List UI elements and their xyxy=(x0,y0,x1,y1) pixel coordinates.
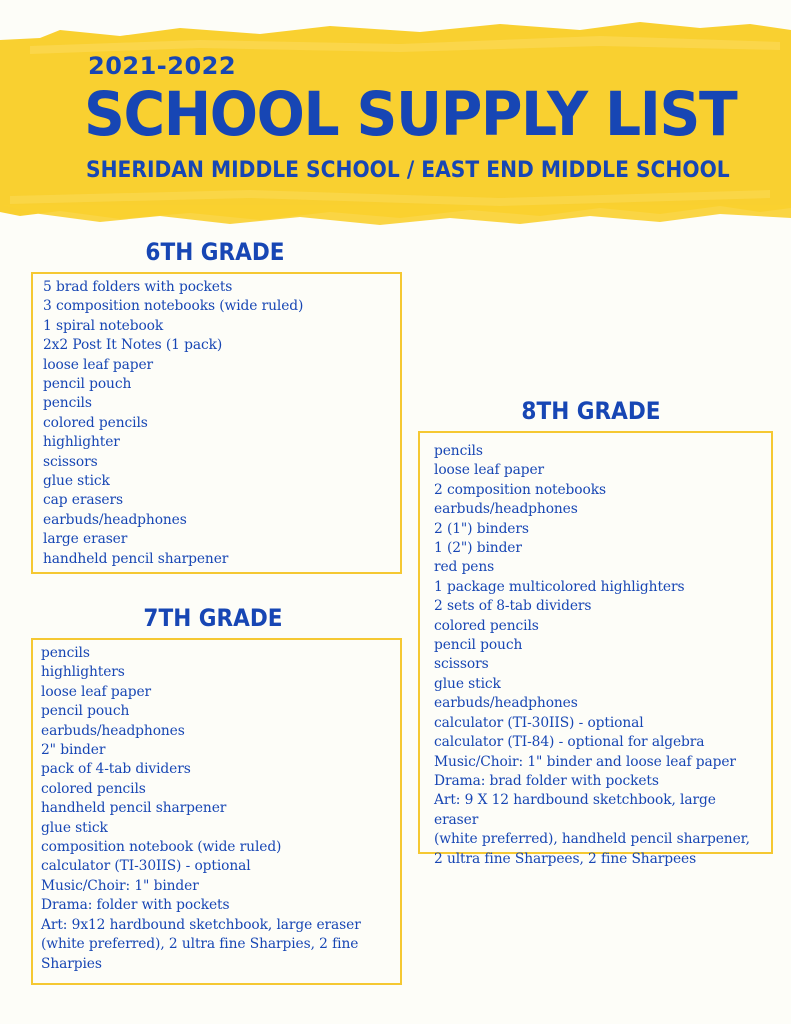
list-item: pencil pouch xyxy=(41,703,130,720)
list-item: 5 brad folders with pockets xyxy=(43,279,233,295)
list-item: highlighters xyxy=(41,664,125,681)
list-item: pencils xyxy=(434,443,483,459)
list-item: pencil pouch xyxy=(434,637,523,654)
grade-8-heading: 8TH GRADE xyxy=(521,397,661,425)
list-item: Drama: brad folder with pockets xyxy=(434,772,659,789)
list-item: 2 composition notebooks xyxy=(434,481,606,498)
list-item: loose leaf paper xyxy=(41,683,152,700)
list-item: handheld pencil sharpener xyxy=(43,550,229,567)
list-item: Art: 9 X 12 hardbound sketchbook, large eraser xyxy=(434,792,716,828)
list-item: 2 sets of 8-tab dividers xyxy=(434,598,592,615)
grade-6-list-box xyxy=(31,272,402,574)
list-item: scissors xyxy=(43,453,98,470)
list-item: colored pencils xyxy=(41,780,146,797)
list-item: earbuds/headphones xyxy=(434,501,578,518)
list-item: Sharpies xyxy=(41,955,102,972)
list-item: pencils xyxy=(41,645,90,661)
list-item: calculator (TI-84) - optional for algebra xyxy=(434,734,705,751)
list-item: pack of 4-tab dividers xyxy=(41,761,191,778)
list-item: red pens xyxy=(434,559,495,576)
list-item: large eraser xyxy=(43,531,128,548)
list-item: calculator (TI-30IIS) - optional xyxy=(41,858,251,875)
header-banner xyxy=(0,0,791,230)
list-item: 1 spiral notebook xyxy=(43,317,164,334)
page-subtitle: SHERIDAN MIDDLE SCHOOL / EAST END MIDDLE SCHOOL xyxy=(86,157,730,183)
list-item: highlighter xyxy=(43,434,120,451)
list-item: Art: 9x12 hardbound sketchbook, large eraser xyxy=(41,916,361,933)
list-item: Music/Choir: 1" binder xyxy=(41,877,199,894)
list-item: loose leaf paper xyxy=(43,356,154,373)
list-item: 2 ultra fine Sharpees, 2 fine Sharpees xyxy=(434,850,697,867)
list-item: Drama: folder with pockets xyxy=(41,897,230,914)
list-item: earbuds/headphones xyxy=(43,511,187,528)
list-item: composition notebook (wide ruled) xyxy=(41,839,282,856)
list-item: calculator (TI-30IIS) - optional xyxy=(434,714,644,731)
list-item: loose leaf paper xyxy=(434,462,545,479)
list-item: 3 composition notebooks (wide ruled) xyxy=(43,298,304,315)
list-item: 2 (1") binders xyxy=(434,520,529,537)
grade-6-heading: 6TH GRADE xyxy=(145,238,285,266)
list-item: Music/Choir: 1" binder and loose leaf paper xyxy=(434,753,736,770)
page-title: SCHOOL SUPPLY LIST xyxy=(84,79,737,150)
grade-7-list-box xyxy=(31,638,402,985)
list-item: earbuds/headphones xyxy=(434,695,578,712)
list-item: 1 package multicolored highlighters xyxy=(434,578,685,595)
list-item: handheld pencil sharpener xyxy=(41,800,227,817)
list-item: 2" binder xyxy=(41,742,106,759)
list-item: 2x2 Post It Notes (1 pack) xyxy=(43,337,223,354)
grade-7-list xyxy=(41,644,392,974)
list-item: glue stick xyxy=(43,473,110,490)
list-item: glue stick xyxy=(41,819,108,836)
list-item: (white preferred), 2 ultra fine Sharpies, 2 fine xyxy=(41,936,359,953)
list-item: cap erasers xyxy=(43,492,123,509)
list-item: colored pencils xyxy=(43,414,148,431)
grade-7-heading: 7TH GRADE xyxy=(143,604,283,632)
list-item: pencil pouch xyxy=(43,376,132,393)
grade-8-list-box xyxy=(418,431,773,867)
list-item: (white preferred), handheld pencil sharpener, xyxy=(434,831,750,848)
list-item: 1 (2") binder xyxy=(434,540,522,557)
list-item: colored pencils xyxy=(434,617,539,634)
list-item: earbuds/headphones xyxy=(41,722,185,739)
list-item: scissors xyxy=(434,656,489,673)
list-item: pencils xyxy=(43,395,92,412)
school-year: 2021-2022 xyxy=(88,52,237,80)
list-item: glue stick xyxy=(434,675,501,692)
grade-6-list xyxy=(43,278,390,569)
grade-8-list xyxy=(434,442,757,869)
